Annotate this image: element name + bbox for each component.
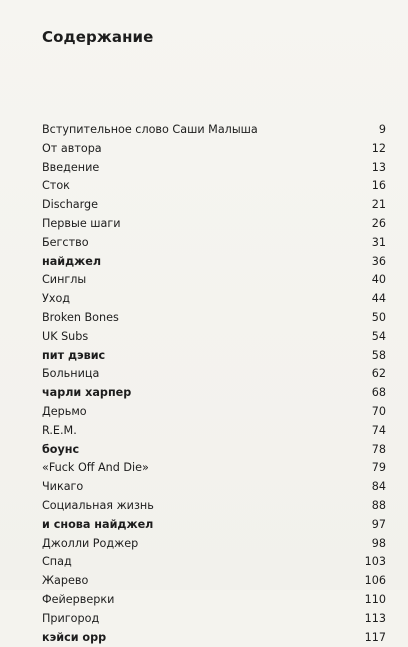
toc-entry-page: 84 [371, 480, 386, 494]
toc-entry-title: чарли харпер [42, 386, 132, 400]
toc-entry-page: 98 [371, 536, 386, 550]
toc-entry [42, 177, 386, 196]
toc-entry-title: Discharge [42, 198, 99, 212]
toc-entry-page: 106 [364, 574, 386, 588]
toc-entry-title: Спад [42, 555, 72, 569]
toc-entry-page: 74 [371, 423, 386, 437]
toc-entry-title: Введение [42, 160, 100, 174]
toc-entry-page: 31 [371, 235, 386, 249]
toc-entry [42, 253, 386, 272]
toc-entry [42, 553, 386, 572]
toc-entry [42, 535, 386, 554]
toc-entry [42, 610, 386, 629]
toc-entry [42, 347, 386, 366]
toc-entry-page: 50 [371, 310, 386, 324]
toc-entry-title: кэйси орр [42, 630, 107, 644]
toc-entry [42, 159, 386, 178]
toc-entry [42, 459, 386, 478]
toc-entry [42, 215, 386, 234]
toc-entry-title: Вступительное слово Саши Малыша [42, 123, 258, 136]
toc-entry-page: 21 [371, 198, 386, 212]
toc-entry-title: пит дэвис [42, 348, 106, 362]
toc-entry [42, 441, 386, 460]
toc-entry-title: Дерьмо [42, 404, 87, 418]
toc-entry-page: 113 [364, 611, 386, 625]
toc-entry-title: Уход [42, 292, 71, 306]
toc-entry-title: «Fuck Off And Die» [42, 461, 149, 475]
toc-entry-page: 68 [371, 386, 386, 400]
toc-entry-title: Социальная жизнь [42, 498, 154, 512]
toc-entry-page: 54 [371, 329, 386, 343]
toc-entry-page: 26 [371, 216, 386, 230]
toc-entry-title: и снова найджел [42, 517, 154, 531]
toc-entry [42, 309, 386, 328]
toc-entry-page: 88 [371, 498, 386, 512]
toc-entry-title: Чикаго [42, 480, 84, 494]
toc-entry [42, 290, 386, 309]
toc-entry [42, 572, 386, 591]
toc-entry [42, 328, 386, 347]
toc-entry-page: 110 [364, 592, 386, 606]
toc-entry-page: 97 [371, 517, 386, 531]
toc-entry-title: Бегство [42, 235, 89, 249]
toc-entry-title: Жарево [42, 574, 89, 588]
page-title: Содержание [42, 28, 154, 46]
toc-entry [42, 271, 386, 290]
toc-entry [42, 121, 386, 140]
toc-entry [42, 591, 386, 610]
toc-entry-page: 58 [371, 348, 386, 362]
toc-entry-title: Джолли Роджер [42, 536, 139, 550]
toc-entry-title: UK Subs [42, 329, 89, 343]
toc-entry-title: Broken Bones [42, 310, 119, 324]
toc-entry-page: 78 [371, 442, 386, 456]
toc-entry-title: найджел [42, 254, 102, 268]
toc-entry-title: Фейерверки [42, 592, 115, 606]
toc-entry [42, 478, 386, 497]
toc-entry [42, 234, 386, 253]
toc-entry [42, 422, 386, 441]
toc-entry-page: 44 [371, 292, 386, 306]
toc-entry [42, 384, 386, 403]
toc-entry-page: 117 [364, 630, 386, 644]
toc-entry-title: боунс [42, 442, 80, 456]
toc-entry-title: От автора [42, 141, 102, 155]
toc-entry-title: Первые шаги [42, 216, 121, 230]
toc-entry [42, 403, 386, 422]
toc-entry-title: Больница [42, 367, 100, 381]
toc-entry [42, 196, 386, 215]
table-of-contents [42, 121, 386, 647]
toc-entry-page: 103 [364, 555, 386, 569]
toc-entry-title: R.E.M. [42, 423, 77, 437]
toc-entry-title: Пригород [42, 611, 100, 625]
toc-entry [42, 629, 386, 647]
toc-entry-page: 36 [371, 254, 386, 268]
toc-entry [42, 365, 386, 384]
toc-entry-page: 12 [371, 141, 386, 155]
toc-entry-page: 62 [371, 367, 386, 381]
toc-entry [42, 140, 386, 159]
toc-entry [42, 497, 386, 516]
toc-entry-title: Сток [42, 179, 70, 193]
toc-entry-page: 79 [371, 461, 386, 475]
toc-entry-title: Синглы [42, 273, 87, 287]
toc-entry [42, 516, 386, 535]
toc-entry-page: 70 [371, 404, 386, 418]
toc-entry-page: 13 [371, 160, 386, 174]
toc-entry-page: 40 [371, 273, 386, 287]
toc-entry-page: 16 [371, 179, 386, 193]
toc-entry-page: 9 [378, 123, 386, 136]
